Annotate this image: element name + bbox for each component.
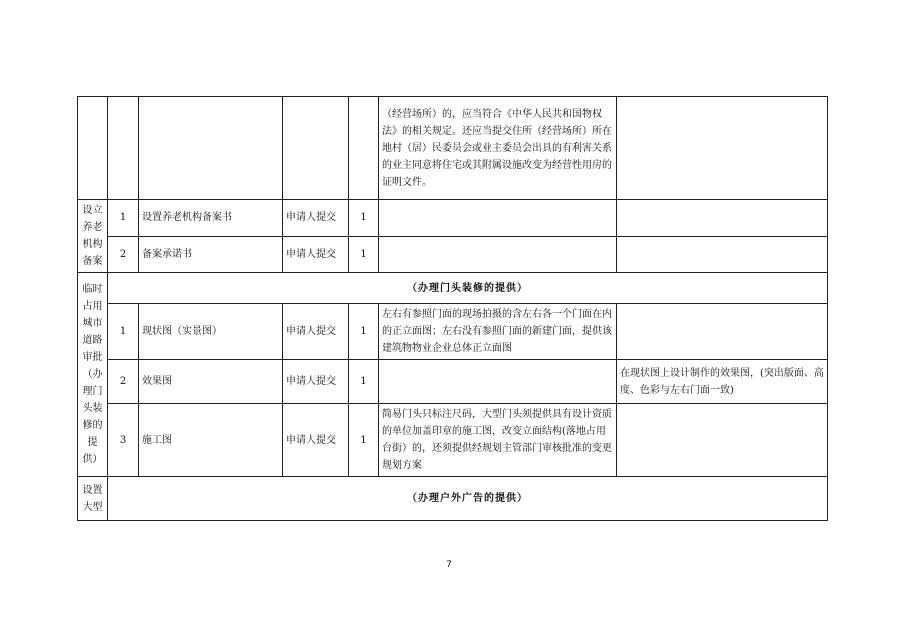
category-cell: [78, 97, 108, 200]
note-cell: [617, 200, 828, 237]
count-cell: 1: [349, 236, 379, 273]
table-row: [78, 200, 828, 237]
count-cell: [349, 97, 379, 200]
requirement-cell: [379, 236, 617, 273]
section-heading-ad: （办理户外广告的提供）: [108, 477, 828, 521]
table-row: [78, 236, 828, 273]
source-cell: 申请人提交: [283, 304, 349, 360]
materials-table: [77, 96, 828, 521]
material-name-cell: 备案承诺书: [139, 236, 283, 273]
count-cell: 1: [349, 360, 379, 404]
number-cell: 1: [108, 304, 139, 360]
count-cell: 1: [349, 200, 379, 237]
table-row: [78, 97, 828, 200]
requirement-cell: [379, 360, 617, 404]
page-number: 7: [446, 560, 452, 570]
table-row: [78, 477, 828, 521]
material-name-cell: 施工图: [139, 404, 283, 477]
material-name-cell: 现状图（实景图）: [139, 304, 283, 360]
category-cell-ad: 设置大型: [78, 477, 108, 521]
requirement-cell: （经营场所）的，应当符合《中华人民共和国物权法》的相关规定。还应当提交住所（经营场所）所在地村（居）民委员会或业主委员会出具的有利害关系的业主同意将住宅或其附属设施改变为经营性用房的证明文件。: [379, 97, 617, 200]
note-cell: [617, 236, 828, 273]
table-row: [78, 360, 828, 404]
count-cell: 1: [349, 304, 379, 360]
number-cell: 2: [108, 360, 139, 404]
category-cell-elderly: 设立养老机构备案: [78, 200, 108, 273]
note-cell: 在现状图上设计制作的效果图，(突出版面、高度、色彩与左右门面一致): [617, 360, 828, 404]
source-cell: 申请人提交: [283, 236, 349, 273]
section-heading-door: （办理门头装修的提供）: [108, 273, 828, 304]
table-row: [78, 404, 828, 477]
number-cell: 2: [108, 236, 139, 273]
table-row: [78, 273, 828, 304]
number-cell: [108, 97, 139, 200]
requirement-cell: 左右有参照门面的现场拍摄的含左右各一个门面在内的正立面图；左右没有参照门面的新建门面，提供该建筑物物业企业总体正立面图: [379, 304, 617, 360]
number-cell: 1: [108, 200, 139, 237]
note-cell: [617, 97, 828, 200]
count-cell: 1: [349, 404, 379, 477]
note-cell: [617, 304, 828, 360]
material-name-cell: 设置养老机构备案书: [139, 200, 283, 237]
source-cell: [283, 97, 349, 200]
category-cell-door: 临时占用城市道路审批（办理门头装修的提供）: [78, 273, 108, 477]
number-cell: 3: [108, 404, 139, 477]
source-cell: 申请人提交: [283, 200, 349, 237]
requirement-cell: [379, 200, 617, 237]
source-cell: 申请人提交: [283, 360, 349, 404]
table-row: [78, 304, 828, 360]
requirement-cell: 简易门头只标注尺码，大型门头须提供具有设计资质的单位加盖印章的施工图，改变立面结构(落地占用台街）的，还须提供经规划主管部门审核批准的变更规划方案: [379, 404, 617, 477]
material-name-cell: 效果图: [139, 360, 283, 404]
source-cell: 申请人提交: [283, 404, 349, 477]
material-name-cell: [139, 97, 283, 200]
note-cell: [617, 404, 828, 477]
